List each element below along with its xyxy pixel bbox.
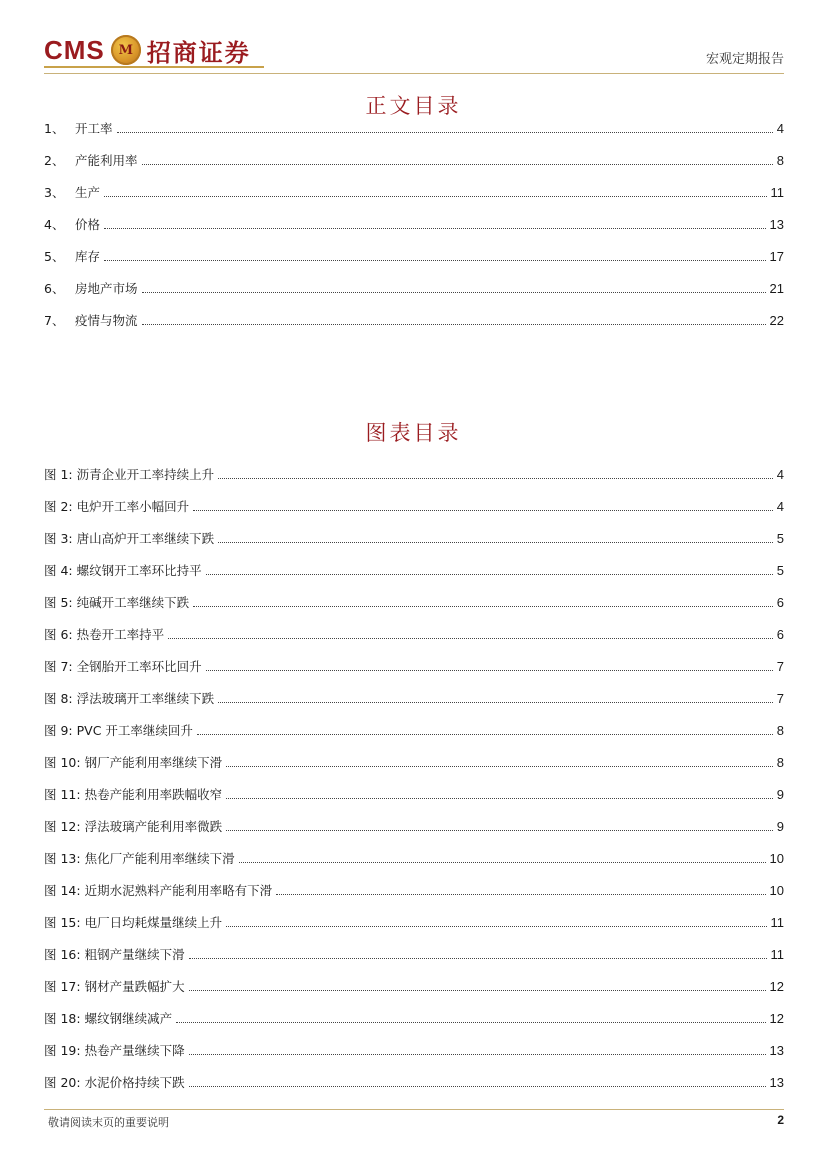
main-toc-entry[interactable] (44, 208, 784, 240)
figure-toc-entry-page[interactable]: 10 (769, 850, 784, 866)
figure-toc-entry-label[interactable]: 图 9: PVC 开工率继续回升 (44, 723, 193, 738)
figure-toc-entry-page[interactable]: 8 (776, 754, 784, 770)
figure-toc-entry-label[interactable]: 图 3: 唐山高炉开工率继续下跌 (44, 531, 215, 546)
main-toc-entry-text[interactable]: 产能利用率 (75, 153, 138, 168)
figure-toc-entry-page[interactable]: 13 (769, 1042, 784, 1058)
logo-emblem-icon: M (111, 35, 141, 65)
dot-leader (117, 131, 773, 133)
dot-leader (226, 829, 773, 831)
main-toc-entry-text[interactable]: 开工率 (75, 121, 113, 136)
main-toc-entry-number: 7、 (44, 313, 65, 328)
figure-toc-entry-label[interactable]: 图 2: 电炉开工率小幅回升 (44, 499, 190, 514)
dot-leader (189, 1053, 766, 1055)
figure-toc-entry-label[interactable]: 图 19: 热卷产量继续下降 (44, 1043, 185, 1058)
figure-toc-entry-page[interactable]: 12 (769, 1010, 784, 1026)
main-toc-entry[interactable] (44, 304, 784, 336)
dot-leader (104, 227, 766, 229)
main-toc-entry-label[interactable] (44, 151, 140, 169)
dot-leader (193, 605, 773, 607)
figure-toc-entry-label[interactable]: 图 6: 热卷开工率持平 (44, 627, 165, 642)
main-toc-entry[interactable] (44, 112, 784, 144)
dot-leader (142, 163, 773, 165)
dot-leader (189, 957, 767, 959)
figure-toc-entry[interactable] (44, 842, 784, 874)
figure-toc-entry-page[interactable]: 9 (776, 818, 784, 834)
figure-toc-entry[interactable] (44, 458, 784, 490)
dot-leader (226, 925, 766, 927)
main-toc-entry[interactable] (44, 272, 784, 304)
figure-toc-entry-page[interactable]: 6 (776, 594, 784, 610)
figure-toc-entry-label[interactable]: 图 15: 电厂日均耗煤量继续上升 (44, 915, 223, 930)
main-toc-entry[interactable] (44, 144, 784, 176)
figure-toc-entry[interactable] (44, 522, 784, 554)
figure-toc-entry-page[interactable]: 7 (776, 658, 784, 674)
main-toc-list (44, 112, 784, 336)
main-toc-entry-label[interactable] (44, 311, 140, 329)
dot-leader (218, 701, 773, 703)
figure-toc-entry-page[interactable]: 5 (776, 530, 784, 546)
dot-leader (168, 637, 773, 639)
figure-toc-entry-label[interactable]: 图 8: 浮法玻璃开工率继续下跌 (44, 691, 215, 706)
main-toc-entry-label[interactable] (44, 119, 115, 137)
main-toc-entry-page[interactable]: 11 (770, 184, 784, 200)
figure-toc-entry[interactable] (44, 586, 784, 618)
figure-toc-entry-page[interactable]: 4 (776, 498, 784, 514)
figure-toc-entry[interactable] (44, 874, 784, 906)
figure-toc-entry-label[interactable]: 图 12: 浮法玻璃产能利用率微跌 (44, 819, 223, 834)
main-toc-entry-text[interactable]: 生产 (75, 185, 101, 200)
figure-toc-entry[interactable] (44, 906, 784, 938)
header-divider (44, 73, 784, 74)
dot-leader (176, 1021, 765, 1023)
figure-toc-entry-label[interactable]: 图 1: 沥青企业开工率持续上升 (44, 467, 215, 482)
main-toc-entry-number: 4、 (44, 217, 65, 232)
logo-cms-text: CMS (44, 34, 105, 65)
figure-toc-entry-page[interactable]: 5 (776, 562, 784, 578)
main-toc-entry-label[interactable] (44, 247, 102, 265)
main-toc-entry-text[interactable]: 库存 (75, 249, 101, 264)
main-toc-entry[interactable] (44, 240, 784, 272)
dot-leader (206, 669, 773, 671)
main-toc-entry-page[interactable]: 8 (776, 152, 784, 168)
figure-toc-entry[interactable] (44, 970, 784, 1002)
figure-toc-entry-page[interactable]: 6 (776, 626, 784, 642)
figure-toc-entry[interactable] (44, 650, 784, 682)
figure-toc-entry[interactable] (44, 1034, 784, 1066)
main-toc-entry-page[interactable]: 13 (769, 216, 784, 232)
dot-leader (197, 733, 773, 735)
figure-toc-entry[interactable] (44, 810, 784, 842)
main-toc-entry-number: 2、 (44, 153, 65, 168)
figure-toc-entry-page[interactable]: 11 (770, 914, 784, 930)
main-toc-entry-number: 5、 (44, 249, 65, 264)
figure-toc-entry[interactable] (44, 778, 784, 810)
figure-toc-entry-label[interactable]: 图 18: 螺纹钢继续减产 (44, 1011, 173, 1026)
main-toc-entry-label[interactable] (44, 183, 102, 201)
main-toc-entry-number: 1、 (44, 121, 65, 136)
figure-toc-entry-page[interactable]: 8 (776, 722, 784, 738)
dot-leader (226, 797, 773, 799)
dot-leader (239, 861, 766, 863)
figure-toc-entry-label[interactable]: 图 17: 钢材产量跌幅扩大 (44, 979, 185, 994)
main-toc-entry[interactable] (44, 176, 784, 208)
dot-leader (189, 989, 766, 991)
figure-toc-entry-label[interactable]: 图 11: 热卷产能利用率跌幅收窄 (44, 787, 223, 802)
figure-toc-entry-page[interactable]: 13 (769, 1074, 784, 1090)
figure-toc-entry[interactable] (44, 490, 784, 522)
dot-leader (226, 765, 773, 767)
report-type: 宏观定期报告 (705, 52, 784, 67)
figure-toc-entry-label[interactable]: 图 4: 螺纹钢开工率环比持平 (44, 563, 202, 578)
figure-toc-entry-page[interactable]: 11 (770, 946, 784, 962)
main-toc-entry-label[interactable] (44, 215, 102, 233)
dot-leader (206, 573, 773, 575)
figure-toc-entry[interactable] (44, 554, 784, 586)
main-toc-entry-page[interactable]: 21 (769, 280, 784, 296)
page-header (44, 30, 784, 74)
dot-leader (104, 259, 766, 261)
figure-toc-entry[interactable] (44, 1002, 784, 1034)
figure-toc-entry-page[interactable]: 12 (769, 978, 784, 994)
dot-leader (218, 541, 773, 543)
figure-toc-entry[interactable] (44, 714, 784, 746)
page-number: 2 (777, 1113, 784, 1127)
main-toc-entry-number: 3、 (44, 185, 65, 200)
main-toc-entry-number: 6、 (44, 281, 65, 296)
figure-toc-entry[interactable] (44, 746, 784, 778)
main-toc-entry-text[interactable]: 疫情与物流 (75, 313, 138, 328)
dot-leader (276, 893, 765, 895)
figure-toc-entry-label[interactable]: 图 14: 近期水泥熟料产能利用率略有下滑 (44, 883, 273, 898)
footer-disclaimer: 敬请阅读末页的重要说明 (48, 1116, 169, 1129)
figure-toc-entry-label[interactable]: 图 7: 全钢胎开工率环比回升 (44, 659, 202, 674)
footer-divider (44, 1109, 784, 1110)
main-toc-entry-page[interactable]: 4 (776, 120, 784, 136)
main-toc-entry-text[interactable]: 房地产市场 (75, 281, 138, 296)
figure-toc-entry-label[interactable]: 图 16: 粗钢产量继续下滑 (44, 947, 185, 962)
figure-toc-entry-page[interactable]: 7 (776, 690, 784, 706)
dot-leader (193, 509, 773, 511)
figure-toc-entry[interactable] (44, 1066, 784, 1098)
figure-toc-entry-label[interactable]: 图 20: 水泥价格持续下跌 (44, 1075, 185, 1090)
dot-leader (142, 291, 766, 293)
figure-toc-entry-label[interactable]: 图 5: 纯碱开工率继续下跌 (44, 595, 190, 610)
dot-leader (218, 477, 773, 479)
logo-chinese-text: 招商证券 (146, 37, 251, 67)
company-logo (44, 30, 251, 70)
figure-toc-entry-label[interactable]: 图 10: 钢厂产能利用率继续下滑 (44, 755, 223, 770)
figure-toc-list (44, 458, 784, 1098)
dot-leader (104, 195, 766, 197)
dot-leader (142, 323, 766, 325)
figure-toc-entry[interactable] (44, 938, 784, 970)
figure-toc-entry-page[interactable]: 4 (776, 466, 784, 482)
figure-toc-entry[interactable] (44, 682, 784, 714)
figure-toc-entry-page[interactable]: 10 (769, 882, 784, 898)
logo-underline (44, 66, 264, 68)
main-toc-entry-page[interactable]: 22 (769, 312, 784, 328)
figure-toc-entry-label[interactable]: 图 13: 焦化厂产能利用率继续下滑 (44, 851, 235, 866)
figure-toc-title: 图表目录 (365, 421, 462, 445)
figure-toc-entry[interactable] (44, 618, 784, 650)
figure-toc-entry-page[interactable]: 9 (776, 786, 784, 802)
main-toc-entry-text[interactable]: 价格 (75, 217, 101, 232)
dot-leader (189, 1085, 766, 1087)
main-toc-entry-label[interactable] (44, 279, 140, 297)
main-toc-entry-page[interactable]: 17 (769, 248, 784, 264)
main-toc-title: 正文目录 (365, 94, 462, 118)
